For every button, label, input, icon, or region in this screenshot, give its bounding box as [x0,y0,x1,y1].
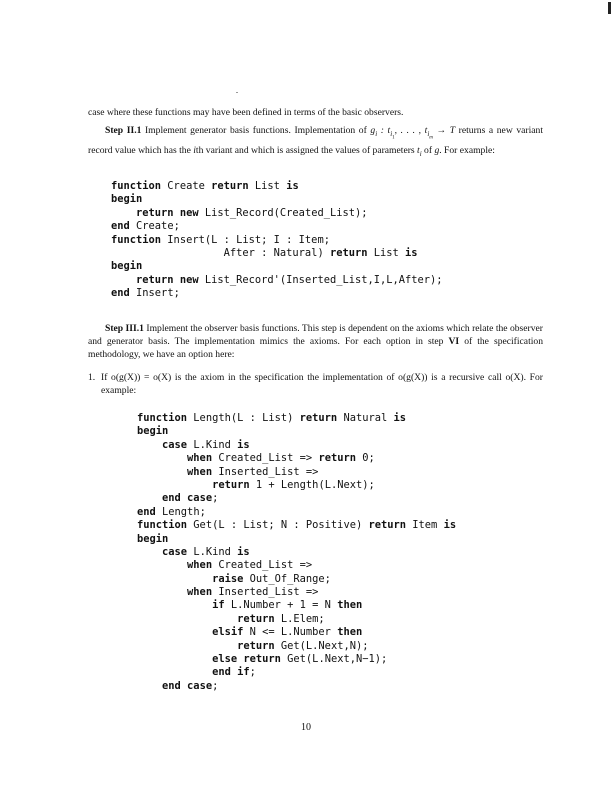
code-keyword: return new [136,273,199,286]
formula-t: t [417,145,420,157]
code-keyword: when [187,586,213,599]
code-text: 1 + Length(L.Next); [249,478,375,491]
code-keyword: case [162,438,188,451]
code-text [111,274,136,286]
code-line [137,653,456,666]
code-keyword: is [405,246,418,259]
step-2-1-text-4: of [421,145,435,157]
code-keyword: then [337,599,363,612]
code-text: Get(L : List; N : Positive) [187,519,369,532]
code-keyword: when [187,465,213,478]
code-line [137,559,456,572]
code-line [111,180,443,193]
code-text [137,559,187,571]
code-text: Insert; [129,287,180,300]
code-keyword: return [329,246,368,259]
code-line [137,412,456,425]
code-keyword: raise [212,572,244,585]
code-text: List [248,180,287,192]
code-keyword: end [111,220,130,233]
list-item-number: 1. [88,372,96,383]
code-text: L.Elem; [274,612,325,625]
code-line [137,439,456,452]
code-line [111,260,443,273]
code-line [137,479,456,492]
formula-sub-1: 1 [392,135,395,141]
formula-sub-i2: i [427,129,430,138]
code-text: Create; [129,220,180,233]
code-text: Created_List => [212,452,319,465]
intro-text: case where these functions may have been defined in terms of the basic observers. [88,107,404,118]
code-text: L.Kind [187,545,238,558]
code-keyword: is [393,412,407,424]
code-text: List_Record(Created_List); [198,206,368,219]
code-line [111,287,443,300]
code-keyword: return [212,478,250,491]
code-keyword: function [111,233,162,246]
code-keyword: return [211,180,249,192]
code-text: Get(L.Next,N−1); [280,653,388,666]
code-keyword: end case [162,492,213,505]
code-text [137,586,187,598]
code-line [137,666,456,679]
code-text: Get(L.Next,N); [274,639,369,652]
code-line [111,193,443,206]
code-line [137,533,456,546]
code-block-observers [137,412,456,693]
code-text: ; [249,666,256,679]
code-text [137,466,187,478]
code-keyword: begin [137,425,169,438]
code-text: ; [212,492,219,505]
step-3-1-text: Implement the observer basis functions. This step is dependent on the axioms which relate the observer and generator basis. The implementation mimics the axioms. For each option in step [88,323,543,348]
code-text: Out_Of_Range; [243,572,331,585]
code-text [137,680,162,692]
code-text: Insert(L : List; I : Item; [161,233,330,246]
code-text: ; [212,679,219,692]
code-keyword: begin [111,193,143,206]
code-keyword: return [368,519,407,532]
code-keyword: is [237,438,250,451]
formula-colon-t: : t [377,125,391,136]
code-keyword: end if [212,666,250,679]
code-keyword: is [286,180,299,192]
code-line [111,207,443,220]
step-2-1-text-5: . For example: [439,145,495,157]
code-text: Inserted_List => [212,465,319,478]
code-text [137,653,212,665]
formula-ellipsis: , . . . , t [394,125,428,136]
list-item-1 [88,371,543,397]
code-text: 0; [355,452,375,465]
code-line [111,274,443,287]
code-keyword: if [212,599,225,612]
code-keyword: return [318,452,356,465]
code-line [137,613,456,626]
code-text [137,452,187,464]
code-text: After : Natural) [111,246,330,259]
code-line [137,573,456,586]
code-keyword: return [237,612,275,625]
formula-sub-m: m [429,135,433,141]
step-2-1-text-3: th variant and which is assigned the values of parameters [195,145,418,157]
code-line [137,519,456,532]
code-text: Length(L : List) [187,412,300,424]
code-keyword: end [111,287,130,300]
step-2-1-text: Implement generator basis functions. Implementation of [141,125,371,136]
code-line [137,680,456,693]
code-text: List [367,246,406,259]
step-2-1-heading: Step II.1 [105,125,142,136]
code-line [137,425,456,438]
code-keyword: end [137,505,156,518]
step-2-1-text-2: returns a new variant record value which has the [88,125,543,157]
code-block-generators [111,180,443,301]
code-keyword: is [443,519,457,532]
step-3-1-heading: Step III.1 [105,323,144,334]
code-text: Create [161,180,212,192]
code-line [137,492,456,505]
code-keyword: is [237,545,250,558]
code-keyword: function [111,180,162,192]
code-line [137,546,456,559]
code-line [137,506,456,519]
code-keyword: begin [137,532,169,545]
code-text: Natural [337,412,394,424]
code-line [137,599,456,612]
code-text [111,207,136,219]
code-line [137,626,456,639]
code-text [137,546,162,558]
page-edge-mark [608,2,611,14]
code-keyword: when [187,559,213,572]
code-line [137,586,456,599]
code-text: List_Record'(Inserted_List,I,L,After); [198,273,443,286]
code-text [137,439,162,451]
step-3-1-paragraph [88,322,543,361]
code-text: L.Number + 1 = N [224,599,338,612]
code-keyword: else return [212,653,281,666]
code-line [137,640,456,653]
formula-g-subscript: i [375,129,378,138]
code-keyword: elsif [212,626,244,639]
code-text: Inserted_List => [212,586,319,599]
code-keyword: return [299,412,338,424]
code-text [137,573,212,585]
step-3-1-text-2: of the specification methodology, we have an option here: [88,336,543,361]
code-text [137,613,237,625]
code-text [137,640,237,652]
code-text [137,666,212,678]
formula-g-2: g [434,145,440,157]
code-text [137,626,212,638]
code-text [137,492,162,504]
code-line [111,247,443,260]
code-text [137,479,212,491]
code-text [137,599,212,611]
code-keyword: end case [162,679,213,692]
code-keyword: case [162,545,188,558]
code-line [111,234,443,247]
code-text: Created_List => [212,559,313,572]
intro-paragraph [88,106,543,119]
code-keyword: function [137,412,188,424]
code-keyword: then [337,626,363,639]
step-vi-ref: VI [448,336,460,348]
code-keyword: begin [111,260,143,273]
code-keyword: function [137,519,188,532]
formula-g: g [370,125,376,136]
code-text: Length; [155,505,206,518]
list-item-text: If o(g(X)) = o(X) is the axiom in the specification the implementation of o(g(X)) is a recursive call o(X). For example: [101,372,543,397]
code-keyword: return [237,639,275,652]
code-line [137,466,456,479]
code-line [111,220,443,233]
code-text: N <= L.Number [243,626,338,639]
code-text: L.Kind [187,438,238,451]
formula-arrow-t: → T [432,125,456,136]
scan-speck [236,92,238,93]
formula-i: i [193,145,196,157]
code-text: Item [406,519,444,532]
step-2-1-paragraph [88,124,543,161]
code-keyword: return new [136,206,199,219]
formula-sub-i: i [390,129,393,138]
page-number: 10 [301,722,311,733]
formula-t-subscript: i [419,150,422,159]
code-keyword: when [187,452,213,465]
code-line [137,452,456,465]
